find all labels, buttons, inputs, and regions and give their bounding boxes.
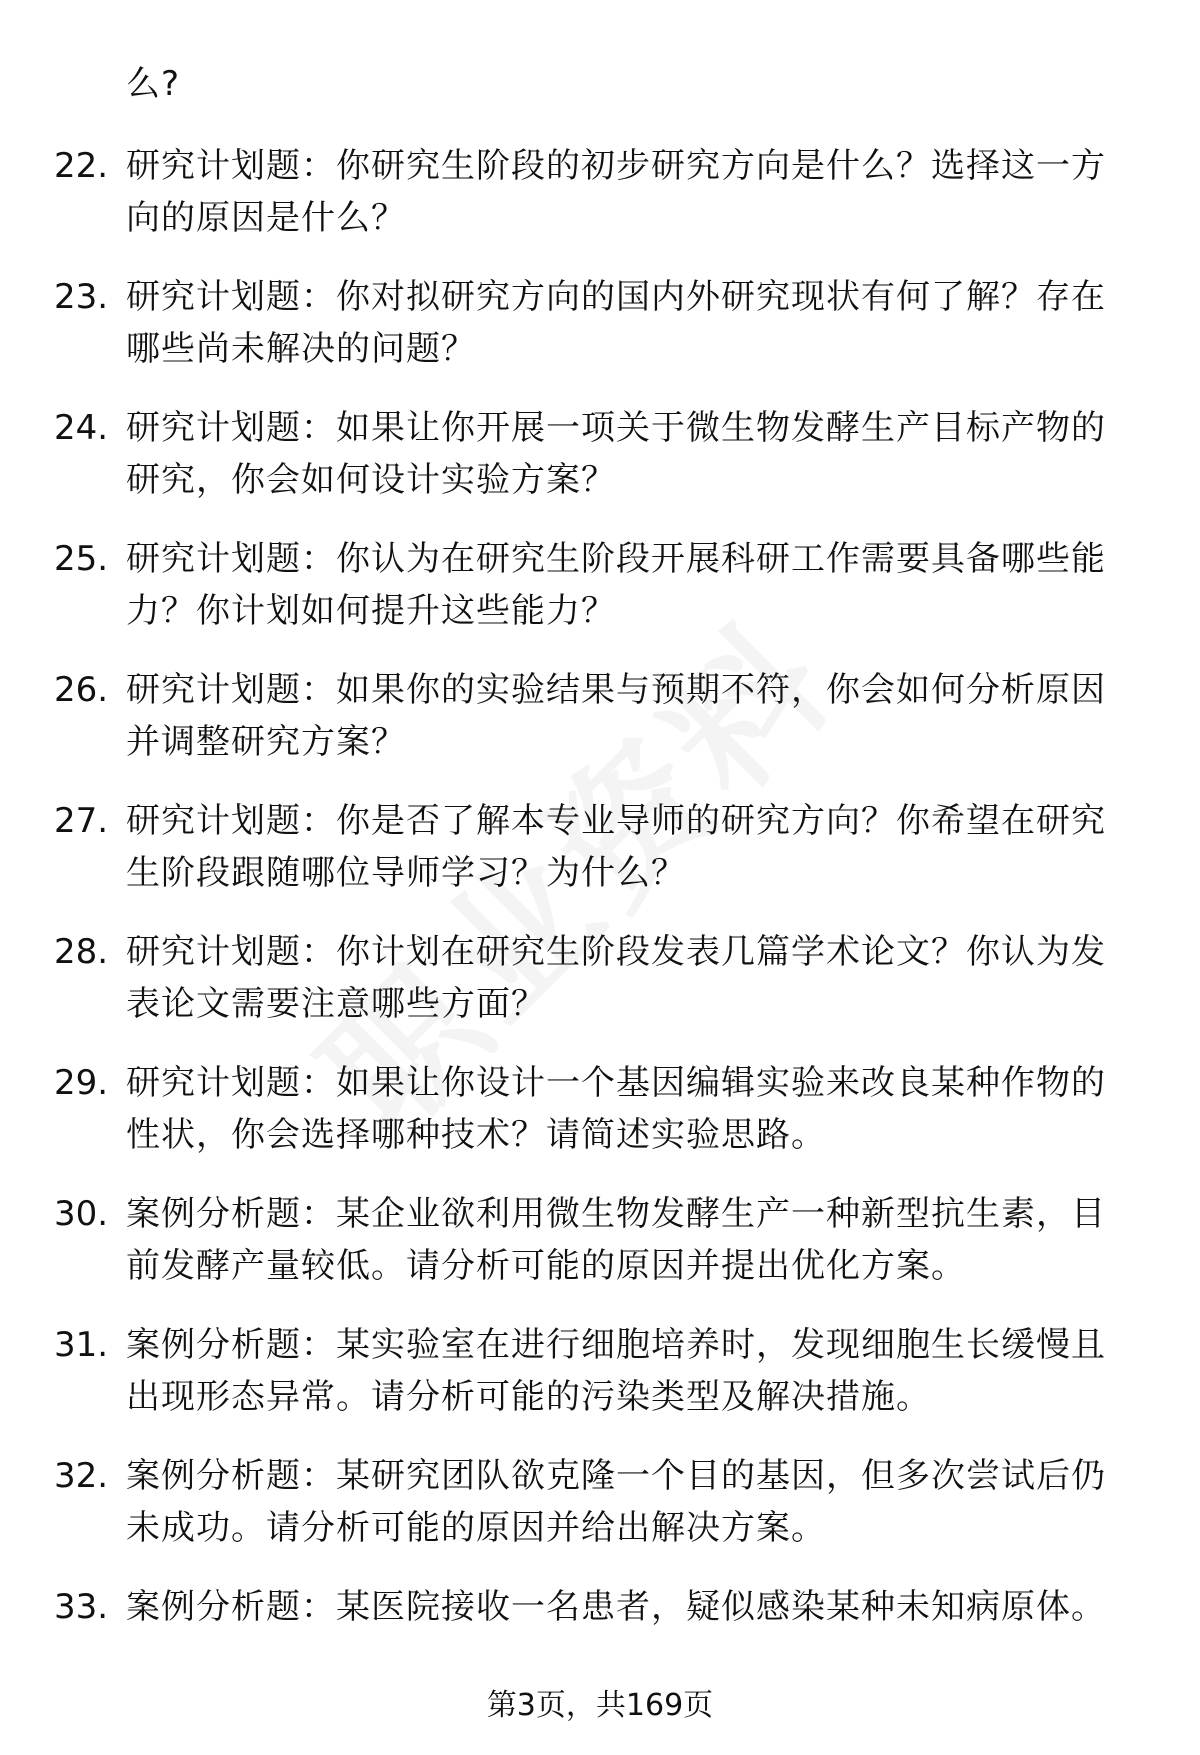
question-number: 25. (54, 539, 109, 579)
question-number: 27. (54, 801, 109, 841)
question-item (0, 1188, 1200, 1319)
question-text: 研究计划题：你认为在研究生阶段开展科研工作需要具备哪些能力？你计划如何提升这些能力？ (126, 539, 1106, 631)
question-number: 24. (54, 408, 109, 448)
question-number: 33. (54, 1587, 109, 1627)
continuation-text: 么? (126, 64, 181, 104)
question-number: 30. (54, 1194, 109, 1234)
question-item (0, 1057, 1200, 1188)
question-number: 29. (54, 1063, 109, 1103)
question-text: 研究计划题：如果你的实验结果与预期不符，你会如何分析原因并调整研究方案？ (126, 670, 1106, 762)
question-item (0, 795, 1200, 926)
question-number: 31. (54, 1325, 109, 1365)
question-item (0, 1319, 1200, 1450)
question-item (0, 926, 1200, 1057)
question-text: 案例分析题：某研究团队欲克隆一个目的基因，但多次尝试后仍未成功。请分析可能的原因并给出解决方案。 (126, 1456, 1106, 1548)
question-number: 32. (54, 1456, 109, 1496)
question-text: 案例分析题：某企业欲利用微生物发酵生产一种新型抗生素，目前发酵产量较低。请分析可能的原因并提出优化方案。 (126, 1194, 1106, 1286)
question-list (0, 140, 1200, 1712)
question-number: 23. (54, 277, 109, 317)
question-text: 研究计划题：你对拟研究方向的国内外研究现状有何了解？存在哪些尚未解决的问题？ (126, 277, 1106, 369)
question-number: 22. (54, 146, 109, 186)
question-text: 研究计划题：你研究生阶段的初步研究方向是什么？选择这一方向的原因是什么？ (126, 146, 1106, 238)
question-item (0, 533, 1200, 664)
question-text: 案例分析题：某医院接收一名患者，疑似感染某种未知病原体。 (126, 1587, 1106, 1627)
question-item (0, 271, 1200, 402)
question-item (0, 140, 1200, 271)
question-number: 26. (54, 670, 109, 710)
question-number: 28. (54, 932, 109, 972)
page-footer: 第3页，共169页 (486, 1688, 714, 1723)
question-text: 研究计划题：你计划在研究生阶段发表几篇学术论文？你认为发表论文需要注意哪些方面？ (126, 932, 1106, 1024)
question-item (0, 402, 1200, 533)
question-text: 研究计划题：如果让你开展一项关于微生物发酵生产目标产物的研究，你会如何设计实验方案？ (126, 408, 1106, 500)
question-item (0, 664, 1200, 795)
question-text: 研究计划题：如果让你设计一个基因编辑实验来改良某种作物的性状，你会选择哪种技术？请简述实验思路。 (126, 1063, 1106, 1155)
question-text: 研究计划题：你是否了解本专业导师的研究方向？你希望在研究生阶段跟随哪位导师学习？为什么？ (126, 801, 1106, 893)
question-text: 案例分析题：某实验室在进行细胞培养时，发现细胞生长缓慢且出现形态异常。请分析可能的污染类型及解决措施。 (126, 1325, 1106, 1417)
question-item (0, 1450, 1200, 1581)
